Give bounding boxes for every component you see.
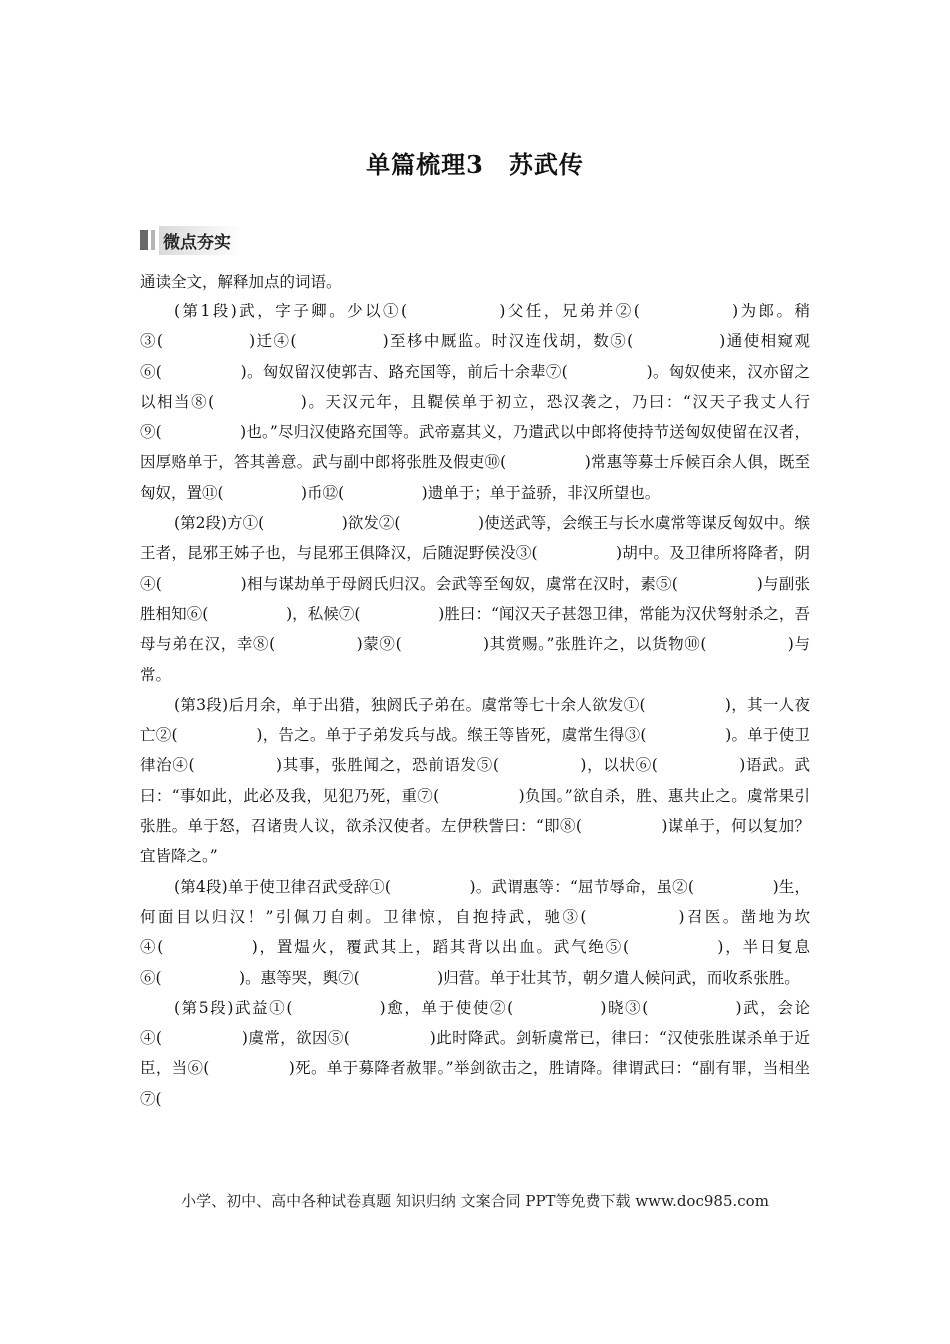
paragraph-1: (第1段)武，字子卿。少以①( )父任，兄弟并②( )为郎。稍③( )迁④( )至栘中厩监。时汉连伐胡，数⑤( )通使相窥观⑥( )。匈奴留汉使郭吉、路充国等，前后十余辈⑦( )。匈奴使来，汉亦留之以相当⑧( )。天汉元年，且鞮侯单于初立，恐汉袭之，乃曰：“汉天子我丈人行⑨( )也。”尽归汉使路充国等。武帝嘉其义，乃遣武以中郎将使持节送匈奴使留在汉者，因厚赂单于，答其善意。武与副中郎将张胜及假吏⑩( )常惠等募士斥候百余人俱，既至匈奴，置⑪( )币⑫( )遗单于；单于益骄，非汉所望也。 [140, 302, 810, 502]
section-marker-accent [151, 230, 155, 250]
paragraph-4: (第4段)单于使卫律召武受辞①( )。武谓惠等：“屈节辱命，虽②( )生，何面目以归汉！”引佩刀自刺。卫律惊，自抱持武，驰③( )召医。凿地为坎④( )，置煴火，覆武其上，蹈其背以出血。武气绝⑤( )，半日复息⑥( )。惠等哭，舆⑦( )归营。单于壮其节，朝夕遣人候问武，而收系张胜。 [140, 877, 810, 987]
instruction-text: 通读全文，解释加点的词语。 [140, 273, 342, 291]
footer-text: 小学、初中、高中各种试卷真题 知识归纳 文案合同 PPT等免费下载 www.doc985.com [181, 1192, 769, 1210]
section-header [140, 228, 241, 252]
paragraph-3: (第3段)后月余，单于出猎，独阏氏子弟在。虞常等七十余人欲发①( )，其一人夜亡②( )，告之。单于子弟发兵与战。缑王等皆死，虞常生得③( )。单于使卫律治④( )其事，张胜闻之，恐前语发⑤( )，以状⑥( )语武。武曰：“事如此，此必及我，见犯乃死，重⑦( )负国。”欲自杀，胜、惠共止之。虞常果引张胜。单于怒，召诸贵人议，欲杀汉使者。左伊秩訾曰：“即⑧( )谋单于，何以复加？宜皆降之。” [140, 695, 810, 866]
section-label: 微点夯实 [159, 226, 241, 255]
paragraph-5: (第5段)武益①( )愈，单于使使②( )晓③( )武，会论④( )虞常，欲因⑤( )此时降武。剑斩虞常已，律曰：“汉使张胜谋杀单于近臣，当⑥( )死。单于募降者赦罪。”举剑欲击之，胜请降。律谓武曰：“副有罪，当相坐⑦( [140, 998, 810, 1108]
page-title: 单篇梳理3 苏武传 [366, 150, 584, 179]
passage-body [140, 296, 810, 1114]
section-marker-icon [140, 230, 148, 250]
paragraph-2: (第2段)方①( )欲发②( )使送武等，会缑王与长水虞常等谋反匈奴中。缑王者，昆邪王姊子也，与昆邪王俱降汉，后随浞野侯没③( )胡中。及卫律所将降者，阴④( )相与谋劫单于母阏氏归汉。会武等至匈奴，虞常在汉时，素⑤( )与副张胜相知⑥( )，私候⑦( )胜曰：“闻汉天子甚怨卫律，常能为汉伏弩射杀之，吾母与弟在汉，幸⑧( )蒙⑨( )其赏赐。”张胜许之，以货物⑩( )与常。 [140, 514, 810, 684]
